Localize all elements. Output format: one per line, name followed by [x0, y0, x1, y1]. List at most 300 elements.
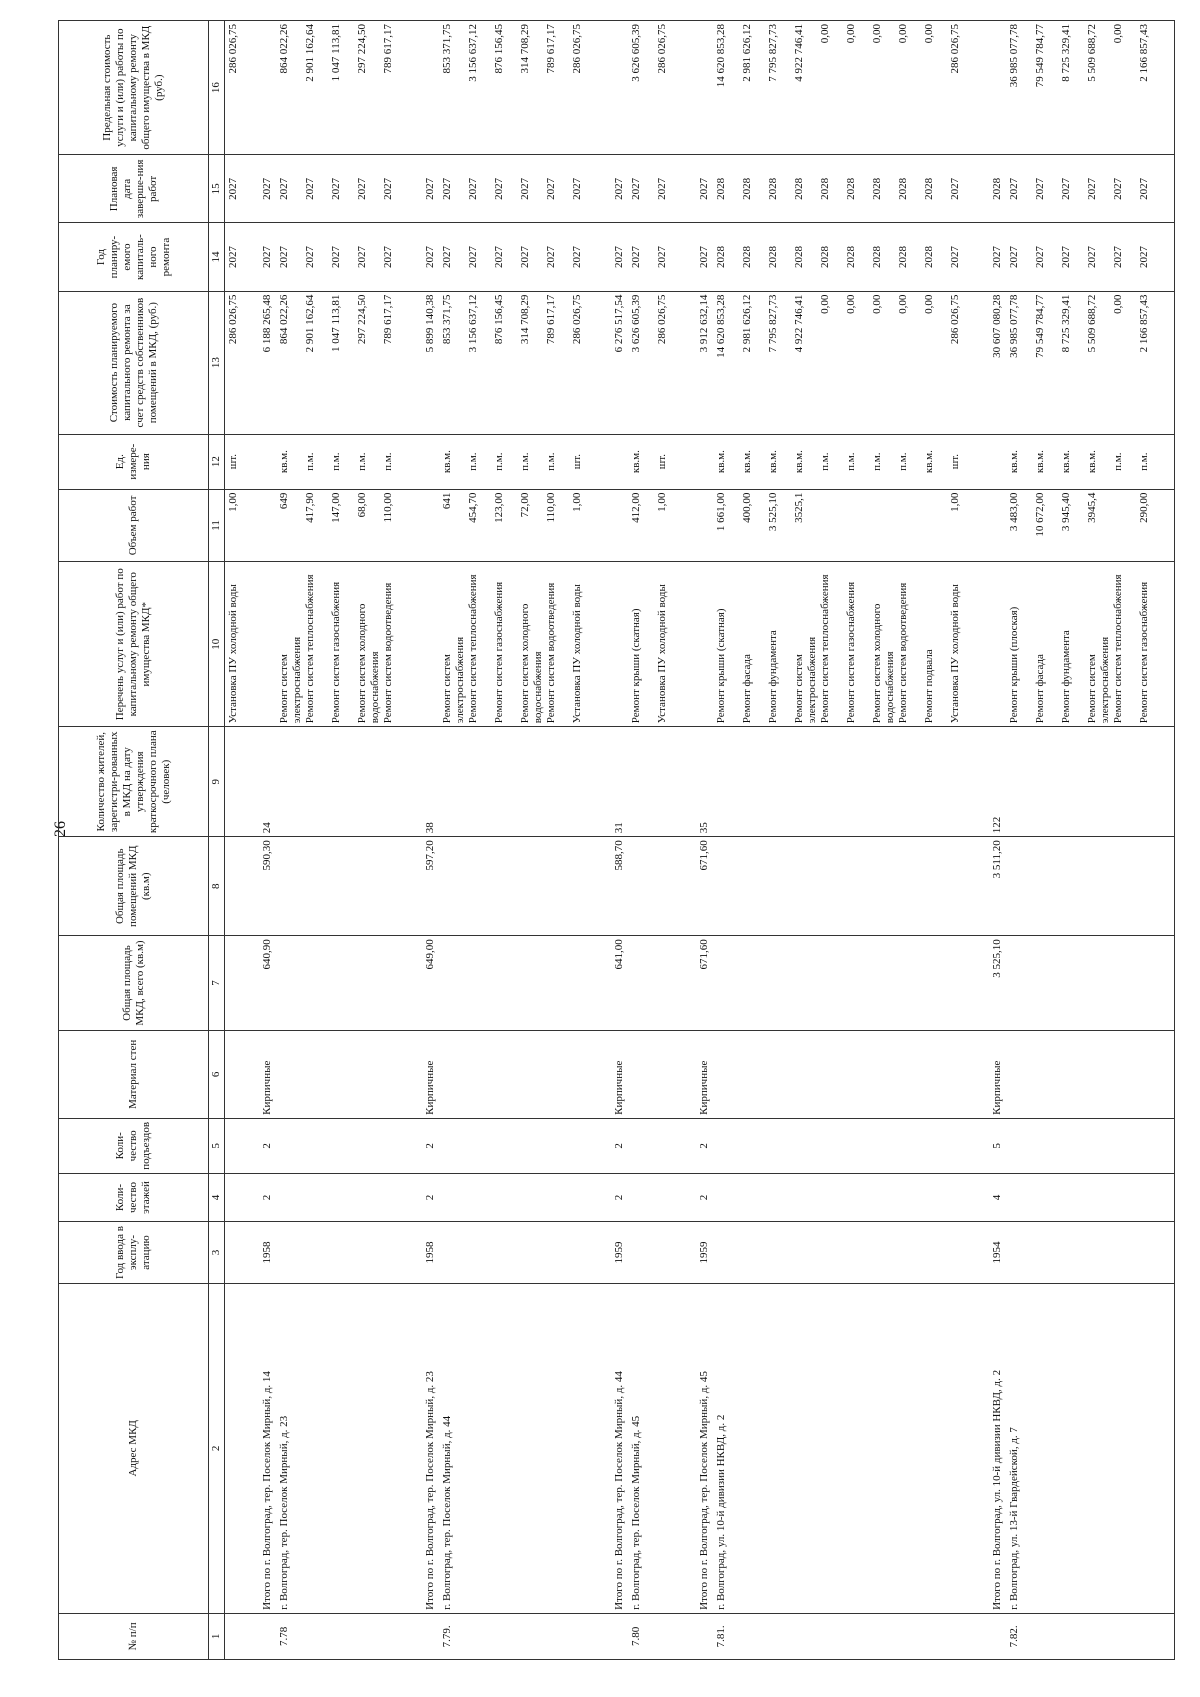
work-limit-cell — [628, 21, 692, 155]
work-limit-cell — [1006, 21, 1175, 155]
work-unit-cell — [713, 434, 985, 489]
work-date: 2027 — [304, 177, 316, 200]
work-name: Ремонт систем теплоснабжения — [1112, 574, 1124, 724]
work-limit: 853 371,75 — [441, 24, 453, 74]
empty-cell — [628, 936, 692, 1031]
work-date: 2027 — [356, 177, 368, 200]
work-name: Ремонт систем газоснабжения — [330, 581, 342, 724]
work-date: 2028 — [767, 177, 779, 200]
work-date: 2028 — [715, 177, 727, 200]
work-name-cell — [628, 562, 692, 727]
work-year-cell — [276, 223, 418, 291]
work-date-cell — [439, 155, 607, 223]
work-unit: п.м. — [845, 452, 857, 471]
work-cost: 853 371,75 — [441, 294, 453, 345]
work-unit: кв.м. — [1086, 450, 1098, 474]
empty-cell — [276, 727, 418, 837]
empty-cell — [418, 562, 439, 727]
work-date: 2027 — [1086, 177, 1098, 200]
work-cost-cell — [439, 291, 607, 434]
empty-cell — [276, 936, 418, 1031]
work-name: Ремонт систем водоотведения — [897, 582, 909, 724]
empty-cell — [439, 1222, 607, 1284]
work-unit: шт. — [227, 454, 239, 470]
empty-cell — [225, 936, 256, 1031]
empty-cell — [692, 489, 713, 562]
wall-material: Кирпичные — [255, 1030, 276, 1118]
work-name: Ремонт крыши (скатная) — [630, 608, 642, 724]
work-unit-cell — [628, 434, 692, 489]
work-year: 2027 — [519, 246, 531, 269]
work-limit-cell — [439, 21, 607, 155]
empty-cell — [418, 434, 439, 489]
work-unit: кв.м. — [1034, 450, 1046, 474]
plan-date: 2027 — [607, 155, 628, 223]
work-year: 2027 — [545, 246, 557, 269]
address: г. Волгоград, тер. Поселок Мирный, д. 23 — [276, 1283, 418, 1613]
work-name-cell — [439, 562, 607, 727]
total-cost: 3 912 632,14 — [692, 291, 713, 434]
work-limit: 0,00 — [923, 24, 935, 44]
work-limit: 286 026,75 — [949, 24, 961, 74]
empty-cell — [225, 727, 256, 837]
column-header: Предельная стоимость услуги и (или) работы по капитальному ремонту общего имущества в МКД (руб.) — [59, 21, 209, 155]
residents: 35 — [692, 727, 713, 837]
work-date-cell — [1006, 155, 1175, 223]
empty-cell — [225, 1613, 256, 1659]
work-unit: п.м. — [1138, 452, 1150, 471]
work-cost: 0,00 — [897, 294, 909, 314]
rotated-page — [58, 20, 1198, 1660]
work-date: 2027 — [1138, 177, 1150, 200]
entrances: 2 — [418, 1118, 439, 1173]
work-name-cell — [1006, 562, 1175, 727]
empty-cell — [439, 837, 607, 936]
empty-cell — [1006, 936, 1175, 1031]
work-year: 2027 — [467, 246, 479, 269]
work-limit: 876 156,45 — [493, 24, 505, 74]
plan-year: 2027 — [607, 223, 628, 291]
work-date: 2027 — [441, 177, 453, 200]
column-number: 4 — [209, 1173, 225, 1221]
work-name: Ремонт систем газоснабжения — [1138, 581, 1150, 724]
work-cost: 0,00 — [923, 294, 935, 314]
work-name: Установка ПУ холодной воды — [656, 584, 668, 724]
work-cost: 0,00 — [871, 294, 883, 314]
empty-cell — [255, 562, 276, 727]
work-cost-cell — [1006, 291, 1175, 434]
work-year: 2028 — [819, 246, 831, 269]
empty-cell — [276, 1173, 418, 1221]
work-year: 2027 — [441, 246, 453, 269]
entrances: 2 — [692, 1118, 713, 1173]
work-date: 2027 — [630, 177, 642, 200]
column-header: Материал стен — [59, 1030, 209, 1118]
work-year: 2028 — [715, 246, 727, 269]
area-total: 3 525,10 — [985, 936, 1006, 1031]
wall-material: Кирпичные — [607, 1030, 628, 1118]
empty-cell — [276, 1030, 418, 1118]
empty-cell — [628, 1173, 692, 1221]
empty-cell — [628, 1222, 692, 1284]
work-year-cell — [225, 223, 256, 291]
work-year: 2027 — [1034, 246, 1046, 269]
column-header: Ед. измере-ния — [59, 434, 209, 489]
row-number: 7.80 — [628, 1613, 692, 1659]
work-vol — [871, 493, 897, 559]
work-name: Ремонт систем водоотведения — [382, 582, 394, 724]
column-number: 12 — [209, 434, 225, 489]
work-limit-cell — [276, 21, 418, 155]
work-year: 2028 — [871, 246, 883, 269]
object-row — [628, 21, 692, 1660]
work-name: Ремонт систем холодного водоснабжения — [871, 603, 896, 724]
column-number: 3 — [209, 1222, 225, 1284]
work-vol-cell — [225, 489, 256, 562]
column-number: 15 — [209, 155, 225, 223]
work-unit: п.м. — [304, 452, 316, 471]
residents: 38 — [418, 727, 439, 837]
work-vol: 3 525,10 — [767, 492, 779, 532]
work-limit: 286 026,75 — [571, 24, 583, 74]
work-vol — [897, 493, 923, 559]
work-date: 2027 — [571, 177, 583, 200]
row-number: 7.78 — [276, 1613, 418, 1659]
work-limit: 79 549 784,77 — [1034, 24, 1046, 88]
total-cost: 6 276 517,54 — [607, 291, 628, 434]
column-number: 8 — [209, 837, 225, 936]
work-date-cell — [713, 155, 985, 223]
total-label: Итого по г. Волгоград, тер. Поселок Мирный, д. 14 — [255, 1283, 276, 1613]
work-limit: 314 708,29 — [519, 24, 531, 74]
entrances: 2 — [607, 1118, 628, 1173]
area-total: 649,00 — [418, 936, 439, 1031]
work-limit-cell — [225, 21, 256, 155]
empty-cell — [628, 837, 692, 936]
work-unit: кв.м. — [441, 450, 453, 474]
wall-material: Кирпичные — [692, 1030, 713, 1118]
work-year: 2027 — [330, 246, 342, 269]
column-header: Количество жителей, зарегистри-рованных в МКД на дату утверждения краткосрочного плана (человек) — [59, 727, 209, 837]
empty-cell — [692, 434, 713, 489]
work-unit: кв.м. — [278, 450, 290, 474]
work-cost: 7 795 827,73 — [767, 294, 779, 353]
work-cost: 789 617,17 — [545, 294, 557, 345]
floors: 2 — [255, 1173, 276, 1221]
work-year: 2027 — [949, 246, 961, 269]
area-total: 641,00 — [607, 936, 628, 1031]
residents: 122 — [985, 727, 1006, 837]
work-unit-cell — [439, 434, 607, 489]
work-year: 2027 — [493, 246, 505, 269]
work-cost: 297 224,50 — [356, 294, 368, 345]
work-vol — [819, 493, 845, 559]
total-cost: 6 188 265,48 — [255, 291, 276, 434]
work-name: Ремонт фундамента — [767, 630, 779, 724]
work-unit: шт. — [656, 454, 668, 470]
empty-cell — [255, 434, 276, 489]
empty-cell — [607, 489, 628, 562]
column-number: 9 — [209, 727, 225, 837]
work-vol: 3945,4 — [1086, 492, 1098, 523]
column-number: 7 — [209, 936, 225, 1031]
total-row — [418, 21, 439, 1660]
work-date: 2027 — [1034, 177, 1046, 200]
empty-cell — [276, 1222, 418, 1284]
total-row — [255, 21, 276, 1660]
entrances: 5 — [985, 1118, 1006, 1173]
address: г. Волгоград, тер. Поселок Мирный, д. 44 — [439, 1283, 607, 1613]
work-unit: шт. — [571, 454, 583, 470]
work-limit: 4 922 746,41 — [793, 24, 805, 82]
empty-cell — [1006, 1030, 1175, 1118]
work-limit: 3 626 605,39 — [630, 24, 642, 82]
work-unit-cell — [1006, 434, 1175, 489]
work-cost-cell — [225, 291, 256, 434]
work-vol: 417,90 — [304, 492, 316, 523]
empty-cell — [1006, 837, 1175, 936]
work-vol: 123,00 — [493, 492, 505, 523]
wall-material: Кирпичные — [985, 1030, 1006, 1118]
row-number: 7.82. — [1006, 1613, 1175, 1659]
residents: 24 — [255, 727, 276, 837]
work-limit: 864 022,26 — [278, 24, 290, 74]
entrances: 2 — [255, 1118, 276, 1173]
column-header: Общая площадь МКД, всего (кв.м) — [59, 936, 209, 1031]
work-date: 2027 — [949, 177, 961, 200]
column-number: 14 — [209, 223, 225, 291]
object-row — [276, 21, 418, 1660]
work-year-cell — [628, 223, 692, 291]
work-date-cell — [225, 155, 256, 223]
work-cost: 286 026,75 — [949, 294, 961, 345]
column-header: Адрес МКД — [59, 1283, 209, 1613]
work-year: 2027 — [304, 246, 316, 269]
work-date: 2027 — [227, 177, 239, 200]
work-vol: 1,00 — [949, 492, 961, 512]
work-name: Ремонт систем газоснабжения — [845, 581, 857, 724]
work-year: 2028 — [741, 246, 753, 269]
empty-cell — [607, 434, 628, 489]
work-limit: 0,00 — [897, 24, 909, 44]
work-cost: 286 026,75 — [571, 294, 583, 345]
work-date: 2027 — [278, 177, 290, 200]
work-date: 2028 — [871, 177, 883, 200]
work-vol: 454,70 — [467, 492, 479, 523]
work-vol: 641 — [441, 492, 453, 510]
work-date-cell — [276, 155, 418, 223]
work-vol: 110,00 — [382, 492, 394, 523]
year-built: 1959 — [692, 1222, 713, 1284]
empty-cell — [255, 21, 276, 155]
work-cost: 2 981 626,12 — [741, 294, 753, 353]
empty-cell — [692, 1613, 713, 1659]
work-unit: п.м. — [356, 452, 368, 471]
work-name-cell — [713, 562, 985, 727]
work-vol — [923, 493, 949, 559]
work-cost: 1 047 113,81 — [330, 294, 342, 352]
work-vol: 1 661,00 — [715, 492, 727, 532]
total-label: Итого по г. Волгоград, тер. Поселок Мирный, д. 23 — [418, 1283, 439, 1613]
area-premises: 3 511,20 — [985, 837, 1006, 936]
work-name-cell — [276, 562, 418, 727]
work-cost: 0,00 — [1112, 294, 1124, 314]
work-unit: п.м. — [382, 452, 394, 471]
plan-date: 2028 — [985, 155, 1006, 223]
column-header: Перечень услуг и (или) работ по капитальному ремонту общего имущества МКД* — [59, 562, 209, 727]
work-cost-cell — [628, 291, 692, 434]
object-row — [1006, 21, 1175, 1660]
empty-cell — [418, 1613, 439, 1659]
empty-cell — [276, 837, 418, 936]
empty-cell — [713, 936, 985, 1031]
work-unit: п.м. — [1112, 452, 1124, 471]
work-unit: п.м. — [897, 452, 909, 471]
work-cost: 14 620 853,28 — [715, 294, 727, 358]
work-vol-cell — [1006, 489, 1175, 562]
work-unit: кв.м. — [767, 450, 779, 474]
work-limit: 1 047 113,81 — [330, 24, 342, 82]
year-built: 1958 — [418, 1222, 439, 1284]
year-built: 1958 — [255, 1222, 276, 1284]
work-limit: 8 725 329,41 — [1060, 24, 1072, 82]
total-cost: 30 607 080,28 — [985, 291, 1006, 434]
work-name: Установка ПУ холодной воды — [227, 584, 239, 724]
work-cost: 876 156,45 — [493, 294, 505, 345]
column-header: № п/п — [59, 1613, 209, 1659]
empty-cell — [713, 1118, 985, 1173]
work-cost: 0,00 — [845, 294, 857, 314]
work-year: 2027 — [356, 246, 368, 269]
total-row — [692, 21, 713, 1660]
work-cost: 8 725 329,41 — [1060, 294, 1072, 353]
work-date: 2028 — [897, 177, 909, 200]
plan-date: 2027 — [418, 155, 439, 223]
total-row — [607, 21, 628, 1660]
empty-cell — [985, 1613, 1006, 1659]
empty-cell — [255, 489, 276, 562]
work-cost: 864 022,26 — [278, 294, 290, 345]
empty-cell — [713, 1173, 985, 1221]
work-vol-cell — [276, 489, 418, 562]
column-number: 11 — [209, 489, 225, 562]
work-cost-cell — [713, 291, 985, 434]
empty-cell — [985, 489, 1006, 562]
area-total: 640,90 — [255, 936, 276, 1031]
work-unit: п.м. — [519, 452, 531, 471]
work-cost: 79 549 784,77 — [1034, 294, 1046, 358]
work-cost: 286 026,75 — [227, 294, 239, 345]
work-date: 2027 — [467, 177, 479, 200]
empty-cell — [418, 21, 439, 155]
floors: 2 — [607, 1173, 628, 1221]
work-vol: 3 483,00 — [1008, 492, 1020, 532]
work-vol: 649 — [278, 492, 290, 510]
work-date: 2027 — [1008, 177, 1020, 200]
empty-cell — [439, 727, 607, 837]
work-cost: 0,00 — [819, 294, 831, 314]
object-row — [439, 21, 607, 1660]
work-cost: 3 626 605,39 — [630, 294, 642, 353]
work-vol: 110,00 — [545, 492, 557, 523]
empty-cell — [255, 1613, 276, 1659]
total-cost: 5 899 140,38 — [418, 291, 439, 434]
work-vol: 72,00 — [519, 492, 531, 518]
work-limit: 789 617,17 — [545, 24, 557, 74]
empty-cell — [1006, 727, 1175, 837]
column-header: Стоимость планируемого капитального ремонта за счет средств собственников помещений в МКД, (руб.) — [59, 291, 209, 434]
work-limit: 286 026,75 — [227, 24, 239, 74]
work-year-cell — [1006, 223, 1175, 291]
empty-cell — [713, 1030, 985, 1118]
work-vol — [845, 493, 871, 559]
page-number: 26 — [52, 821, 69, 837]
floors: 2 — [418, 1173, 439, 1221]
work-vol: 3525,1 — [793, 492, 805, 523]
work-cost: 36 985 077,78 — [1008, 294, 1020, 358]
work-vol: 400,00 — [741, 492, 753, 523]
work-vol-cell — [439, 489, 607, 562]
empty-cell — [713, 727, 985, 837]
area-premises: 597,20 — [418, 837, 439, 936]
empty-cell — [713, 1222, 985, 1284]
work-year: 2027 — [278, 246, 290, 269]
work-limit-cell — [713, 21, 985, 155]
column-number: 16 — [209, 21, 225, 155]
empty-cell — [607, 21, 628, 155]
work-name: Ремонт фасада — [1034, 654, 1046, 724]
total-label: Итого по г. Волгоград, ул. 10-й дивизии НКВД, д. 2 — [985, 1283, 1006, 1613]
work-name: Ремонт систем электроснабжения — [278, 636, 303, 724]
column-number: 1 — [209, 1613, 225, 1659]
work-vol-cell — [628, 489, 692, 562]
work-date: 2027 — [545, 177, 557, 200]
work-name: Ремонт систем электроснабжения — [793, 636, 818, 724]
work-year: 2027 — [1086, 246, 1098, 269]
column-header: Плановая дата заверше-ния работ — [59, 155, 209, 223]
work-name: Ремонт систем водоотведения — [545, 582, 557, 724]
work-unit: кв.м. — [741, 450, 753, 474]
work-unit: п.м. — [330, 452, 342, 471]
work-cost: 314 708,29 — [519, 294, 531, 345]
work-unit: шт. — [949, 454, 961, 470]
wall-material: Кирпичные — [418, 1030, 439, 1118]
year-built: 1954 — [985, 1222, 1006, 1284]
work-cost-cell — [276, 291, 418, 434]
column-number: 5 — [209, 1118, 225, 1173]
work-date: 2027 — [382, 177, 394, 200]
work-date: 2027 — [330, 177, 342, 200]
row-number: 7.81. — [713, 1613, 985, 1659]
empty-cell — [225, 1030, 256, 1118]
empty-cell — [225, 837, 256, 936]
work-year: 2027 — [571, 246, 583, 269]
plan-year: 2027 — [418, 223, 439, 291]
empty-cell — [1006, 1118, 1175, 1173]
work-name: Ремонт систем электроснабжения — [1086, 636, 1111, 724]
work-date: 2028 — [819, 177, 831, 200]
empty-cell — [439, 1173, 607, 1221]
empty-cell — [607, 1613, 628, 1659]
work-limit: 3 156 637,12 — [467, 24, 479, 82]
work-year-cell — [713, 223, 985, 291]
work-unit: кв.м. — [793, 450, 805, 474]
year-built: 1959 — [607, 1222, 628, 1284]
empty-cell — [713, 837, 985, 936]
work-name: Ремонт фундамента — [1060, 630, 1072, 724]
work-cost: 4 922 746,41 — [793, 294, 805, 353]
empty-cell — [985, 562, 1006, 727]
